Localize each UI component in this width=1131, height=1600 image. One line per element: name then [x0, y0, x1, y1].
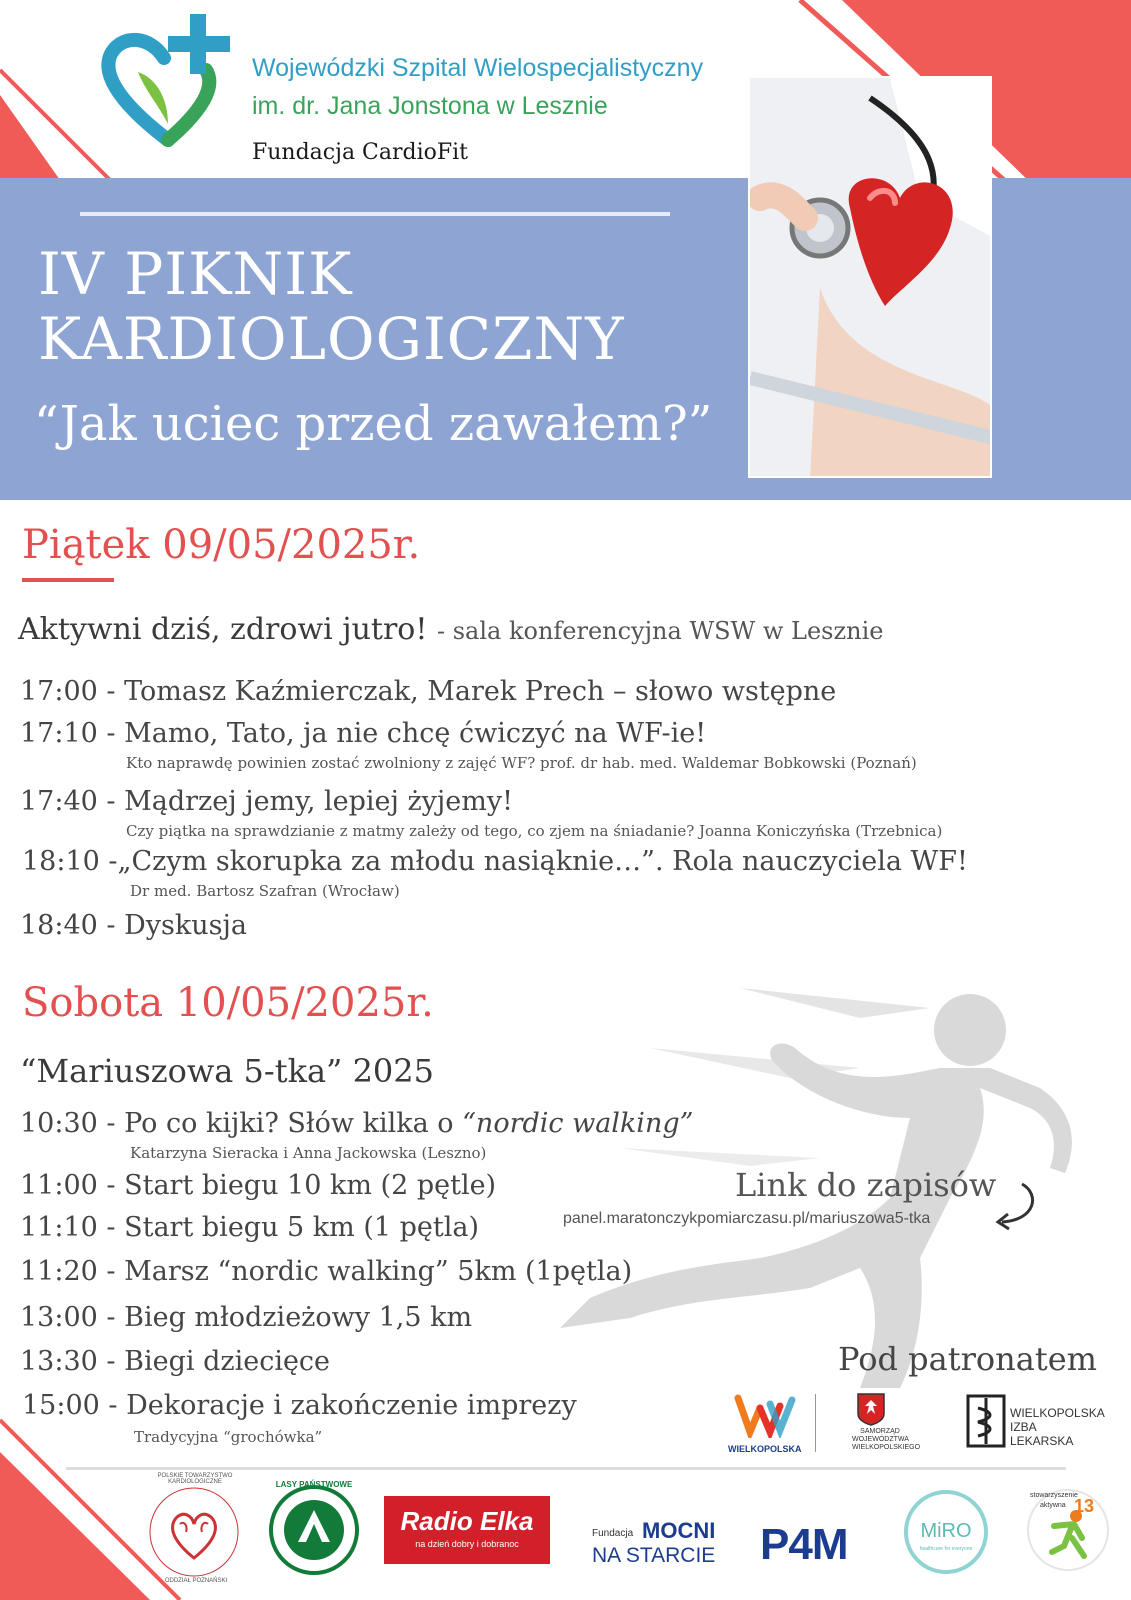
top-left-red-triangle [0, 95, 60, 180]
hospital-logo-icon [98, 12, 238, 152]
event-title-line2: KARDIOLOGICZNY [38, 305, 625, 373]
schedule-time: 18:40 [20, 910, 98, 941]
radio-elka-slogan: na dzień dobry i dobranoc [415, 1539, 519, 1549]
registration-title: Link do zapisów [735, 1166, 997, 1204]
footer-rule [66, 1467, 1066, 1470]
schedule-text: -„Czym skorupka za młodu nasiąknie…”. Rola nauczyciela WF! [108, 846, 968, 877]
aktywna-logo-icon [1024, 1486, 1112, 1574]
event-title-line1: IV PIKNIK [38, 240, 353, 308]
schedule-text: - Biegi dziecięce [106, 1346, 331, 1377]
eagle-crest-icon [856, 1392, 886, 1426]
bottom-left-red-triangle [0, 1452, 150, 1600]
schedule-subtext: Katarzyna Sieracka i Anna Jackowska (Leszno) [130, 1144, 487, 1162]
schedule-row [20, 1212, 479, 1243]
ptk-logo-icon [146, 1484, 242, 1580]
izba-line2: IZBA [1010, 1420, 1037, 1434]
mocni-logo-line2: NA STARCIE [592, 1544, 716, 1567]
mocni-logo-line1: MOCNI [642, 1518, 716, 1543]
heart-icon [750, 78, 992, 478]
foundation-name: Fundacja CardioFit [252, 140, 469, 165]
caduceus-icon [966, 1392, 1006, 1450]
aktywna-logo-number: 13 [1074, 1496, 1095, 1516]
schedule-row [20, 1346, 330, 1377]
samorzad-line3: WIELKOPOLSKIEGO [852, 1444, 921, 1451]
saturday-section-title: “Mariuszowa 5-tka” 2025 [20, 1052, 434, 1090]
ptk-logo-text [150, 1473, 240, 1485]
schedule-time: 11:00 [20, 1170, 98, 1201]
schedule-time: 13:00 [20, 1302, 98, 1333]
schedule-row [20, 786, 513, 817]
curved-arrow-icon [992, 1180, 1042, 1232]
friday-section-title [18, 612, 883, 647]
schedule-text: - Marsz “nordic walking” 5km (1pętla) [106, 1256, 633, 1287]
aktywna-logo-line2: aktywna [1040, 1502, 1066, 1509]
schedule-text: - Dekoracje i zakończenie imprezy [108, 1390, 577, 1421]
mocni-foundation-label: Fundacja [592, 1528, 634, 1539]
schedule-subtext: Czy piątka na sprawdzianie z matmy zależy od tego, co zjem na śniadanie? Joanna Koniczyńska (Trzebnica) [126, 822, 943, 840]
schedule-text-italic: “nordic walking” [462, 1108, 694, 1139]
schedule-row [20, 1170, 496, 1201]
schedule-time: 11:10 [20, 1212, 98, 1243]
schedule-subtext: Dr med. Bartosz Szafran (Wrocław) [130, 882, 400, 900]
samorzad-logo-text [852, 1428, 921, 1452]
schedule-subtext: Kto naprawdę powinien zostać zwolniony z zajęć WF? prof. dr hab. med. Waldemar Bobkowski (Poznań) [126, 754, 917, 772]
friday-section-location: - sala konferencyjna WSW w Lesznie [436, 617, 884, 645]
schedule-text: - Start biegu 5 km (1 pętla) [106, 1212, 480, 1243]
patronage-title: Pod patronatem [838, 1340, 1097, 1378]
saturday-date: Sobota 10/05/2025r. [22, 980, 434, 1026]
izba-line1: WIELKOPOLSKA [1010, 1406, 1105, 1420]
miro-logo-text: MiRO [920, 1520, 972, 1542]
schedule-time: 17:00 [20, 676, 98, 707]
schedule-row [20, 1256, 632, 1287]
schedule-time: 17:10 [20, 718, 98, 749]
schedule-time: 18:10 [22, 846, 100, 877]
p4m-logo: P4M [760, 1520, 848, 1569]
schedule-row [20, 676, 836, 707]
schedule-text: - Po co kijki? Słów kilka o [106, 1108, 463, 1139]
schedule-time: 17:40 [20, 786, 98, 817]
schedule-row [20, 1302, 472, 1333]
schedule-subtext: Tradycyjna “grochówka” [134, 1428, 323, 1446]
aktywna-logo-line1: stowarzyszenie [1030, 1492, 1078, 1499]
schedule-row [20, 718, 706, 749]
logo-divider [815, 1394, 816, 1452]
heart-stethoscope-photo [748, 76, 992, 478]
izba-line3: LEKARSKA [1010, 1434, 1074, 1448]
event-subtitle: “Jak uciec przed zawałem?” [34, 396, 713, 452]
schedule-text: - Start biegu 10 km (2 pętle) [106, 1170, 497, 1201]
title-rule [80, 212, 670, 216]
schedule-row [20, 910, 247, 941]
schedule-time: 13:30 [20, 1346, 98, 1377]
radio-elka-logo [384, 1496, 550, 1564]
schedule-text: - Dyskusja [106, 910, 247, 941]
radio-elka-name: Radio Elka [400, 1506, 534, 1536]
samorzad-line1: SAMORZĄD [860, 1428, 900, 1435]
schedule-time: 11:20 [20, 1256, 98, 1287]
lasy-panstwowe-logo-icon [268, 1484, 360, 1576]
hospital-name-line2: im. dr. Jana Jonstona w Lesznie [252, 92, 608, 120]
schedule-time: 15:00 [22, 1390, 100, 1421]
schedule-text: - Mamo, Tato, ja nie chcę ćwiczyć na WF-ie! [106, 718, 707, 749]
wielkopolska-logo-icon [734, 1392, 796, 1438]
friday-rule [22, 578, 114, 582]
ptk-logo-subtext: ODDZIAŁ POZNAŃSKI [164, 1578, 228, 1584]
schedule-row [22, 846, 968, 877]
hospital-name-line1: Wojewódzki Szpital Wielospecjalistyczny [252, 54, 704, 82]
schedule-row [20, 1108, 693, 1139]
schedule-text: - Mądrzej jemy, lepiej żyjemy! [106, 786, 513, 817]
izba-lekarska-logo-text [1010, 1406, 1105, 1448]
registration-link[interactable]: panel.maratonczykpomiarczasu.pl/mariuszowa5-tka [563, 1210, 931, 1227]
schedule-text: - Bieg młodzieżowy 1,5 km [106, 1302, 473, 1333]
miro-logo-subtext: healthcare for everyone [919, 1546, 973, 1552]
samorzad-line2: WOJEWÓDZTWA [852, 1436, 909, 1443]
friday-date: Piątek 09/05/2025r. [22, 522, 421, 568]
friday-section-name: Aktywni dziś, zdrowi jutro! [18, 612, 428, 647]
schedule-row [22, 1390, 577, 1421]
ptk-line1: POLSKIE TOWARZYSTWO KARDIOLOGICZNE [157, 1473, 233, 1485]
lasy-panstwowe-logo-text: LASY PAŃSTWOWE [275, 1480, 353, 1489]
wielkopolska-logo-text: WIELKOPOLSKA [728, 1444, 802, 1454]
schedule-time: 10:30 [20, 1108, 98, 1139]
schedule-text: - Tomasz Kaźmierczak, Marek Prech – słowo wstępne [106, 676, 837, 707]
